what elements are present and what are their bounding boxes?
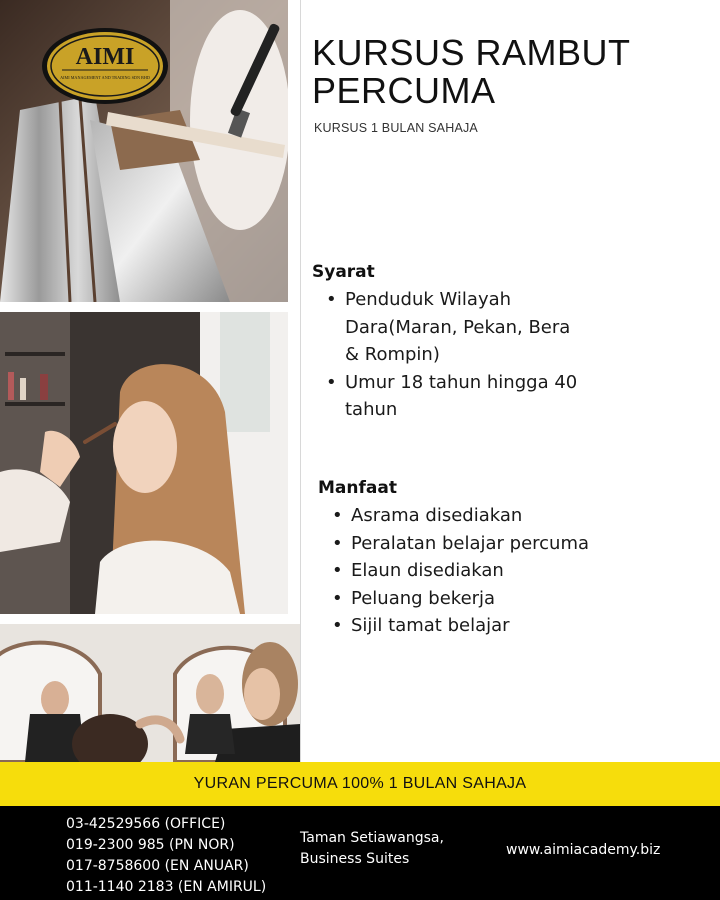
list-item: • Asrama disediakan xyxy=(318,502,698,530)
title-line-1: KURSUS RAMBUT xyxy=(312,32,631,73)
column-divider xyxy=(300,0,301,762)
list-item-line: Dara(Maran, Pekan, Bera xyxy=(345,316,571,338)
logo-tagline: AIMI MANAGEMENT AND TRADING SDN BHD xyxy=(60,75,150,80)
title-line-2: PERCUMA xyxy=(312,70,496,111)
salon-photo xyxy=(0,624,300,762)
address-line: Business Suites xyxy=(300,851,410,867)
list-item-line: tahun xyxy=(345,399,398,420)
requirements-heading: Syarat xyxy=(312,262,375,282)
logo-text: AIMI xyxy=(75,44,135,70)
makeup-photo xyxy=(0,312,288,614)
aimi-logo xyxy=(40,26,170,106)
list-item xyxy=(312,286,612,369)
list-item: • Sijil tamat belajar xyxy=(318,612,698,640)
list-item-line: Penduduk Wilayah xyxy=(345,289,512,310)
phone-list xyxy=(66,814,266,898)
list-item: • Elaun disediakan xyxy=(318,557,698,585)
address-line: Taman Setiawangsa, xyxy=(300,830,444,846)
requirements-section xyxy=(312,262,612,424)
website-link[interactable]: www.aimiacademy.biz xyxy=(506,842,661,858)
footer xyxy=(0,806,720,900)
list-item-line: & Rompin) xyxy=(345,344,440,365)
list-item-line: Umur 18 tahun hingga 40 xyxy=(345,371,578,393)
list-item: • Peralatan belajar percuma xyxy=(318,530,698,558)
list-item: • Peluang bekerja xyxy=(318,585,698,613)
phone-number[interactable]: 017-8758600 (EN ANUAR) xyxy=(66,858,249,874)
fee-banner-text: YURAN PERCUMA 100% 1 BULAN SAHAJA xyxy=(193,775,527,792)
benefits-list xyxy=(318,502,698,640)
fee-banner xyxy=(0,762,720,806)
phone-number[interactable]: 011-1140 2183 (EN AMIRUL) xyxy=(66,879,267,895)
benefits-section xyxy=(318,478,698,640)
requirements-list xyxy=(312,286,612,424)
phone-number[interactable]: 019-2300 985 (PN NOR) xyxy=(66,837,235,853)
page-subtitle: KURSUS 1 BULAN SAHAJA xyxy=(314,121,478,135)
list-item xyxy=(312,369,612,424)
benefits-heading: Manfaat xyxy=(318,478,397,498)
address xyxy=(300,828,444,870)
phone-number[interactable]: 03-42529566 (OFFICE) xyxy=(66,816,226,832)
page-title xyxy=(312,34,712,110)
